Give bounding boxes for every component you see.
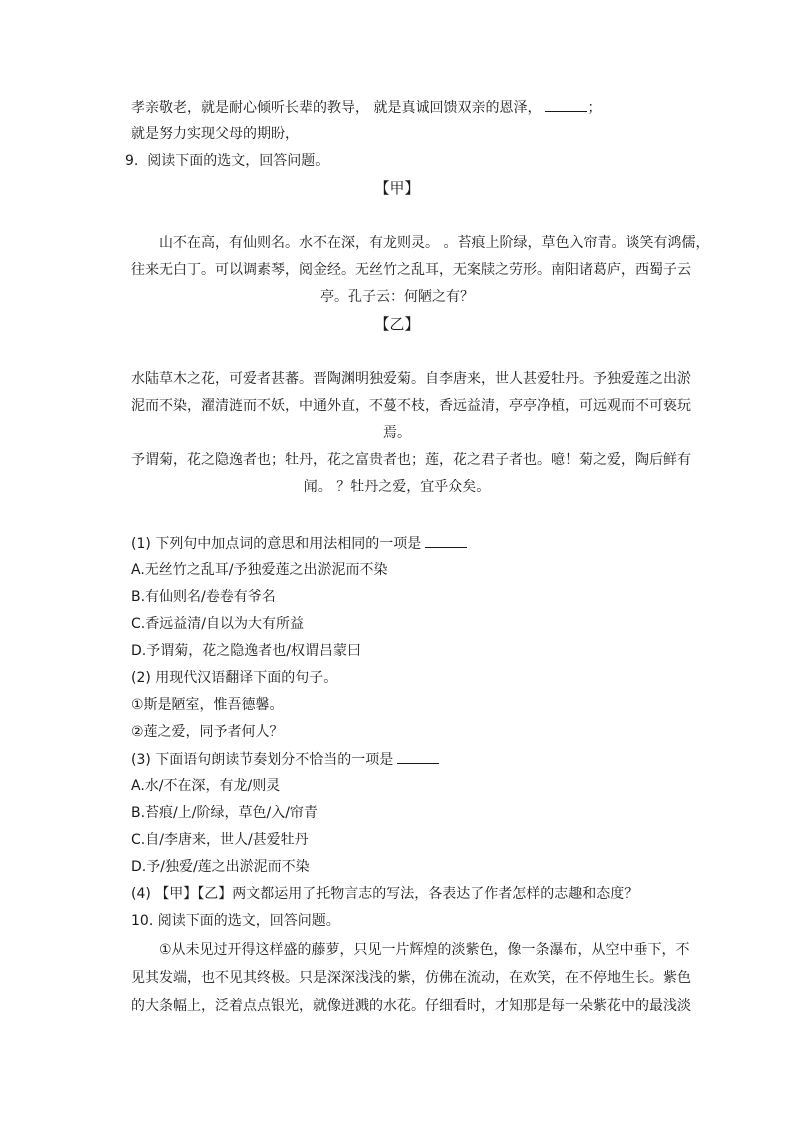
q9-sub4-stem: (4) 【甲】【乙】两文都运用了托物言志的写法，各表达了作者怎样的志趣和态度？ xyxy=(131,886,639,902)
q10-header xyxy=(131,911,340,931)
q9-sub1-option-b: B.有仙则名/卷卷有爷名 xyxy=(131,589,276,605)
q9-sub3-option-a: A.水/不在深，有龙/则灵 xyxy=(131,778,281,794)
intro-line-1 xyxy=(131,97,601,118)
jia-heading: 【甲】 xyxy=(374,179,420,197)
yi-line-2: 泥而不染，濯清涟而不妖，中通外直，不蔓不枝，香远益清，亭亭净植，可远观而不可亵玩 xyxy=(131,398,691,414)
q9-sub2-stem: (2) 用现代汉语翻译下面的句子。 xyxy=(131,670,338,686)
q9-sub1-option-d: D.予谓菊，花之隐逸者也/权谓吕蒙曰 xyxy=(131,643,361,659)
yi-line-4: 予谓菊，花之隐逸者也；牡丹，花之富贵者也；莲，花之君子者也。噫！菊之爱，陶后鲜有 xyxy=(131,452,691,468)
q10-line-2: 见其发端，也不见其终极。只是深深浅浅的紫，仿佛在流动，在欢笑，在不停地生长。紫色 xyxy=(131,970,691,986)
answer-blank[interactable] xyxy=(397,749,439,764)
q9-sub1-option-a: A.无丝竹之乱耳/予独爱莲之出淤泥而不染 xyxy=(131,562,388,578)
q9-sub3-option-b: B.苔痕/上/阶绿，草色/入/帘青 xyxy=(131,805,318,821)
q9-sub3-option-d: D.予/独爱/莲之出淤泥而不染 xyxy=(131,859,310,875)
intro-line-1-text: 孝亲敬老，就是耐心倾听长辈的教导， 就是真诚回馈双亲的恩泽， xyxy=(131,100,542,116)
q9-number: 9. xyxy=(125,153,139,169)
q9-sub2-item-1: ①斯是陋室，惟吾德馨。 xyxy=(131,697,284,713)
q9-sub1-stem xyxy=(131,533,467,554)
yi-line-1: 水陆草木之花，可爱者甚蕃。晋陶渊明独爱菊。自李唐来，世人甚爱牡丹。予独爱莲之出淤 xyxy=(131,371,691,387)
intro-line-1-tail: ； xyxy=(587,100,602,116)
jia-line-2: 往来无白丁。可以调素琴，阅金经。无丝竹之乱耳，无案牍之劳形。南阳诸葛庐，西蜀子云 xyxy=(131,262,691,278)
q9-sub3-stem-text: (3) 下面语句朗读节奏划分不恰当的一项是 xyxy=(131,752,394,768)
yi-line-3: 焉。 xyxy=(383,425,411,441)
q9-header xyxy=(125,151,329,171)
q10-line-3: 的大条幅上，泛着点点银光，就像迸溅的水花。仔细看时，才知那是每一朵紫花中的最浅淡 xyxy=(131,998,691,1014)
q10-prompt: 阅读下面的选文，回答问题。 xyxy=(157,913,340,929)
q9-prompt: 阅读下面的选文，回答问题。 xyxy=(147,153,330,169)
q9-sub1-option-c: C.香远益清/自以为大有所益 xyxy=(131,616,304,632)
jia-line-1: 山不在高，有仙则名。水不在深，有龙则灵。 。苔痕上阶绿，草色入帘青。谈笑有鸿儒， xyxy=(159,235,710,251)
q9-sub3-stem xyxy=(131,749,439,770)
q9-sub3-option-c: C.自/李唐来，世人/甚爱牡丹 xyxy=(131,832,309,848)
q10-line-1: ①从未见过开得这样盛的藤萝，只见一片辉煌的淡紫色，像一条瀑布，从空中垂下，不 xyxy=(159,942,690,958)
jia-line-3: 亭。孔子云：何陋之有？ xyxy=(320,289,474,305)
answer-blank[interactable] xyxy=(425,533,467,548)
yi-line-5: 闻。 ？牡丹之爱，宜乎众矣。 xyxy=(303,479,491,495)
q9-sub2-item-2: ②莲之爱，同予者何人？ xyxy=(131,724,284,740)
q9-sub1-stem-text: (1) 下列句中加点词的意思和用法相同的一项是 xyxy=(131,536,422,552)
yi-heading: 【乙】 xyxy=(374,315,420,333)
q10-number: 10. xyxy=(131,913,154,929)
answer-blank[interactable] xyxy=(545,97,587,112)
intro-line-2: 就是努力实现父母的期盼， xyxy=(131,126,299,142)
